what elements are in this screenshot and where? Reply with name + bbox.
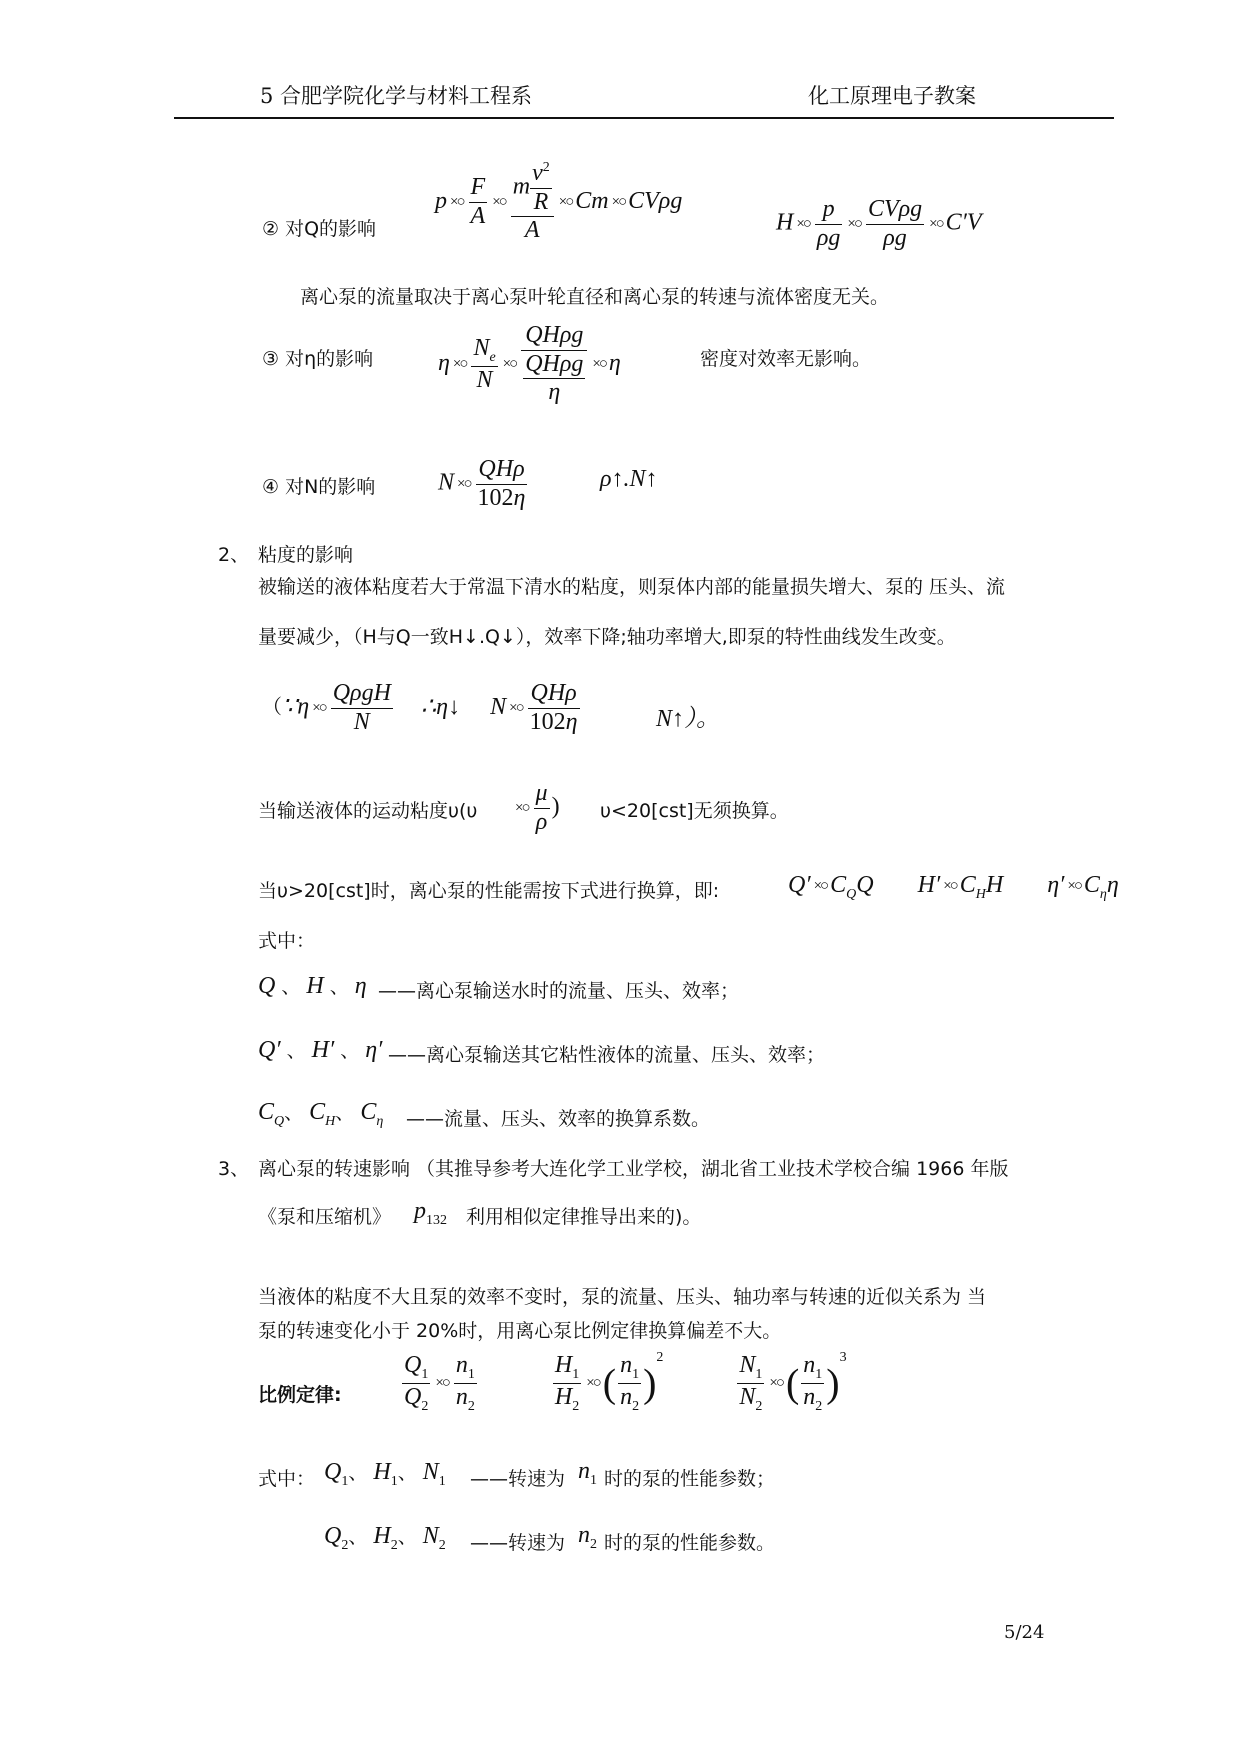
sec2-def3: ——流量、压头、效率的换算系数。: [406, 1108, 711, 1130]
def1-symbols: Q 、 H 、 η: [258, 973, 367, 999]
sec3-def1-symbols: $Q_1$、 $H_1$、 $N_1$: [324, 1459, 446, 1489]
sec3-num: 3、: [218, 1158, 250, 1180]
item2-label: ② 对Q的影响: [262, 218, 377, 240]
sec3-law-label: 比例定律:: [258, 1384, 342, 1406]
formula-because: （∵η ×○ $\frac{\text{QρgH}}{N}$ ∴η↓ N ×○ $\frac{\text{QHρ}}{102\eta}$: [262, 680, 578, 735]
formula-eta: η ×○ $\frac{N_e}{N}$ ×○ $\frac{\text{QHρg}}{\frac{\text{QHρg}}{\eta}}$ ×○ η: [438, 322, 621, 406]
page-number: 5/24: [1004, 1622, 1045, 1643]
sec2-line3-end: N↑）。: [656, 706, 721, 732]
header-right: 化工原理电子教案: [808, 84, 976, 108]
sec2-visc-b: υ<20[cst]无须换算。: [600, 800, 789, 822]
item3-label: ③ 对η的影响: [262, 348, 374, 370]
sec3-def1-n1: $n_1$: [578, 1458, 597, 1488]
sec3-def1b: ——转速为: [470, 1468, 566, 1490]
formula-p: p ×○ $\frac{F}{A}$ ×○ m $\frac{v^2}{R}$ A ×○ Cm ×○ CVρg: [435, 160, 683, 244]
sec3-title: 离心泵的转速影响 （其推导参考大连化学工业学校，湖北省工业技术学校合编 1966 年版: [258, 1158, 1009, 1180]
sec2-shizhong: 式中：: [258, 930, 316, 952]
sec3-para2: 泵的转速变化小于 20%时，用离心泵比例定律换算偏差不大。: [258, 1320, 782, 1342]
sec3-p132: $p_{132}$: [414, 1198, 447, 1228]
formula-convert: Q′ ×○ $C_QQ$ H′ ×○ $C_HH$ η′ ×○ $C_\eta\eta$: [788, 872, 1119, 902]
sec2-conv: 当υ>20[cst]时，离心泵的性能需按下式进行换算，即:: [258, 880, 720, 902]
sec3-def1c: 时的泵的性能参数；: [604, 1468, 776, 1490]
sec3-def2-n2: $n_2$: [578, 1522, 597, 1552]
formula-proportional-law: $\frac{Q_1}{Q_2}$ ×○ $\frac{n_1}{n_2}$ $\frac{H_1}{H_2}$ ×○( $\frac{n_1}{n_2}$ )$^2$ $\frac{N_1}{N_2}$ ×○( $\frac{n_1}{n_2}$ )$^3$: [404, 1350, 847, 1414]
item3-note: 密度对效率无影响。: [700, 348, 872, 370]
sec3-para1: 当液体的粘度不大且泵的效率不变时，泵的流量、压头、轴功率与转速的近似关系为 当: [258, 1286, 987, 1308]
sec2-visc-a: 当输送液体的运动粘度υ(υ: [258, 800, 478, 822]
sec3-line2a: 《泵和压缩机》: [258, 1206, 392, 1228]
sec2-def1: ——离心泵输送水时的流量、压头、效率；: [378, 980, 740, 1002]
item4-label: ④ 对N的影响: [262, 476, 376, 498]
sec2-def2: ——离心泵输送其它粘性液体的流量、压头、效率；: [388, 1044, 826, 1066]
header-left: 5 合肥学院化学与材料工程系: [260, 84, 533, 108]
formula-nu: ×○ $\frac{\mu}{\rho}$ ): [515, 780, 560, 835]
header-rule: [174, 117, 1114, 119]
sec3-def2-symbols: $Q_2$、 $H_2$、 $N_2$: [324, 1523, 446, 1553]
def3-symbols: $C_Q$、 $C_H$、 $C_\eta$: [258, 1099, 384, 1129]
sec3-line2b: 利用相似定律推导出来的)。: [466, 1206, 702, 1228]
item4-note: ρ↑.N↑: [600, 466, 658, 492]
sec2-line2: 量要减少，（H与Q一致H↓.Q↓），效率下降;轴功率增大,即泵的特性曲线发生改变。: [258, 626, 956, 648]
sec3-def2c: 时的泵的性能参数。: [604, 1532, 776, 1554]
formula-H: H ×○ $\frac{p}{\rho g}$ ×○ $\frac{\text{CVρg}}{\rho g}$ ×○ C′V: [776, 196, 982, 251]
sec3-def2b: ——转速为: [470, 1532, 566, 1554]
sec2-num: 2、: [218, 544, 250, 566]
sec2-line1: 被输送的液体粘度若大于常温下清水的粘度，则泵体内部的能量损失增大、泵的 压头、流: [258, 576, 1006, 598]
formula-N: N ×○ $\frac{\text{QHρ}}{102\eta}$: [438, 456, 526, 511]
def2-symbols: Q′ 、 H′ 、 η′: [258, 1037, 383, 1063]
item2-note: 离心泵的流量取决于离心泵叶轮直径和离心泵的转速与流体密度无关。: [300, 286, 890, 308]
sec2-title: 粘度的影响: [258, 544, 354, 566]
sec3-def1a: 式中：: [258, 1468, 316, 1490]
